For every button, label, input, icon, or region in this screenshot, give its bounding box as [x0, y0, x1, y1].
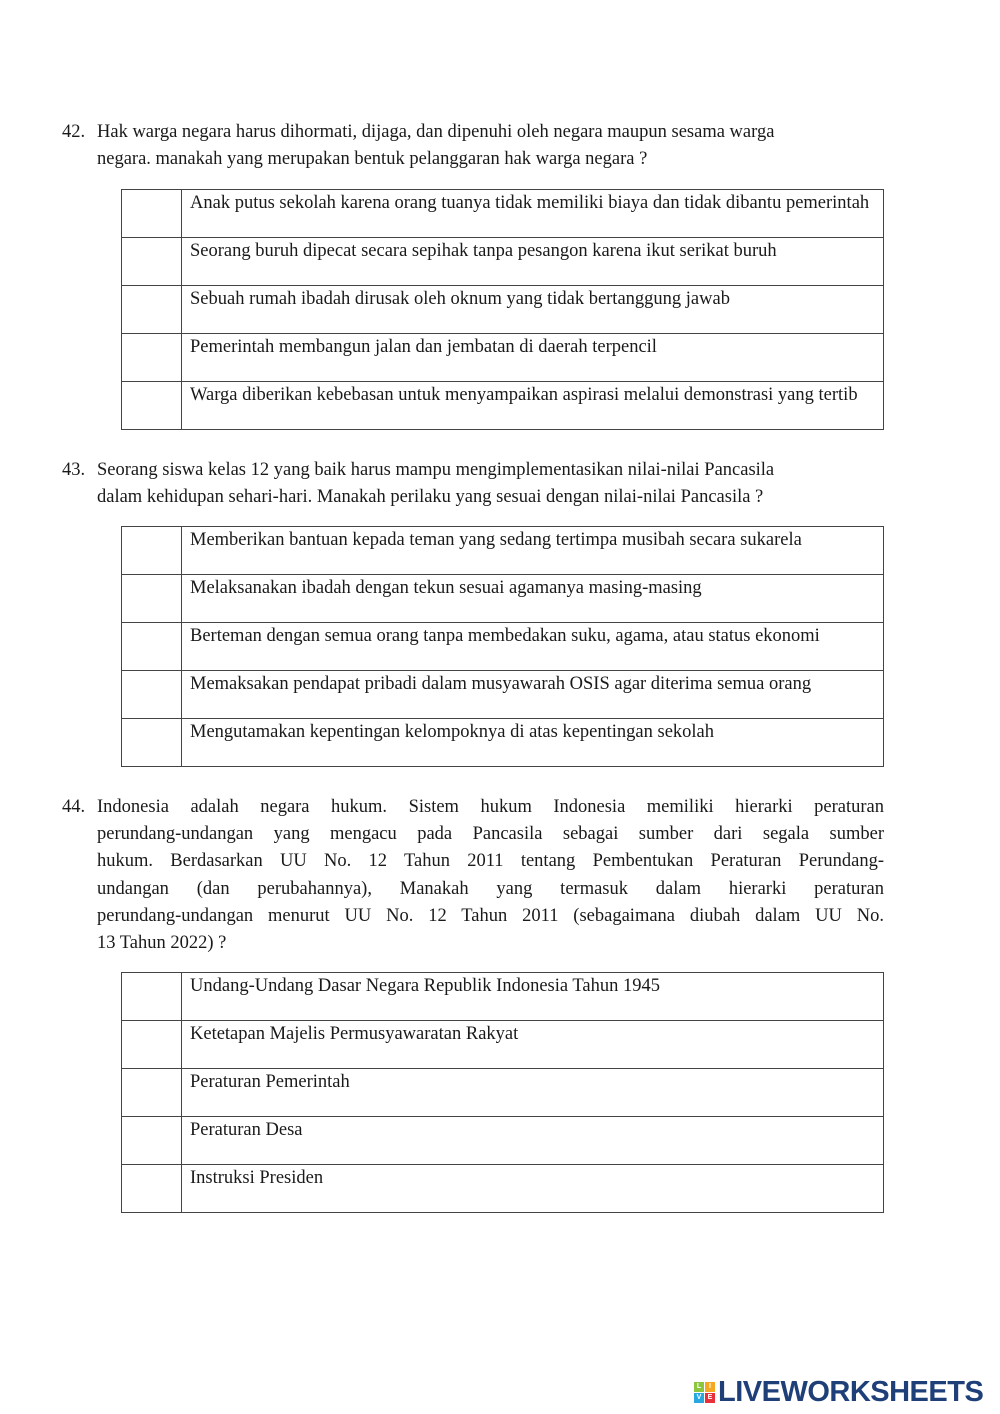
option-text: Pemerintah membangun jalan dan jembatan di daerah terpencil [182, 334, 884, 382]
option-text: Memberikan bantuan kepada teman yang sedang tertimpa musibah secara sukarela [182, 527, 884, 575]
question-text-line: perundang-undangan menurut UU No. 12 Tahun 2011 (sebagaimana diubah dalam UU No. [97, 905, 884, 926]
option-text: Berteman dengan semua orang tanpa membedakan suku, agama, atau status ekonomi [182, 623, 884, 671]
question-text-line: 13 Tahun 2022) ? [97, 932, 227, 953]
option-row [122, 1069, 884, 1117]
option-text: Sebuah rumah ibadah dirusak oleh oknum yang tidak bertanggung jawab [182, 286, 884, 334]
options-table-44 [121, 972, 884, 1213]
question-42 [62, 119, 884, 173]
option-row [122, 671, 884, 719]
option-row [122, 190, 884, 238]
question-text-line: Indonesia adalah negara hukum. Sistem hukum Indonesia memiliki hierarki peraturan [97, 797, 884, 817]
options-table-42 [121, 189, 884, 430]
answer-checkbox[interactable] [122, 1165, 182, 1213]
question-text-line: Seorang siswa kelas 12 yang baik harus mampu mengimplementasikan nilai-nilai Pancasila [97, 460, 775, 480]
answer-checkbox[interactable] [122, 1117, 182, 1165]
option-text: Memaksakan pendapat pribadi dalam musyawarah OSIS agar diterima semua orang [182, 671, 884, 719]
option-row [122, 1021, 884, 1069]
answer-checkbox[interactable] [122, 382, 182, 430]
option-text: Anak putus sekolah karena orang tuanya tidak memiliki biaya dan tidak dibantu pemerintah [182, 190, 884, 238]
answer-checkbox[interactable] [122, 719, 182, 767]
answer-checkbox[interactable] [122, 238, 182, 286]
question-number: 42. [62, 122, 86, 142]
option-row [122, 286, 884, 334]
answer-checkbox[interactable] [122, 1021, 182, 1069]
answer-checkbox[interactable] [122, 575, 182, 623]
question-text-line: perundang-undangan yang mengacu pada Pancasila sebagai sumber dari segala sumber [97, 824, 884, 845]
option-text: Peraturan Desa [182, 1117, 884, 1165]
option-text: Undang-Undang Dasar Negara Republik Indonesia Tahun 1945 [182, 973, 884, 1021]
question-44 [62, 794, 884, 957]
question-43 [62, 457, 884, 511]
question-text-line: hukum. Berdasarkan UU No. 12 Tahun 2011 tentang Pembentukan Peraturan Perundang- [97, 851, 884, 872]
question-text-line: Hak warga negara harus dihormati, dijaga, dan dipenuhi oleh negara maupun sesama warga [97, 122, 775, 142]
options-table-43 [121, 526, 884, 767]
logo-tiles-icon: L I V E [694, 1382, 715, 1403]
option-row [122, 623, 884, 671]
option-row [122, 238, 884, 286]
logo-text: LIVEWORKSHEETS [718, 1376, 984, 1408]
question-text-line: negara. manakah yang merupakan bentuk pelanggaran hak warga negara ? [97, 149, 648, 170]
answer-checkbox[interactable] [122, 671, 182, 719]
option-row [122, 973, 884, 1021]
option-row [122, 719, 884, 767]
question-number: 43. [62, 460, 86, 480]
answer-checkbox[interactable] [122, 973, 182, 1021]
option-text: Ketetapan Majelis Permusyawaratan Rakyat [182, 1021, 884, 1069]
answer-checkbox[interactable] [122, 1069, 182, 1117]
answer-checkbox[interactable] [122, 286, 182, 334]
option-row [122, 334, 884, 382]
option-text: Peraturan Pemerintah [182, 1069, 884, 1117]
answer-checkbox[interactable] [122, 334, 182, 382]
option-row [122, 575, 884, 623]
option-text: Warga diberikan kebebasan untuk menyampaikan aspirasi melalui demonstrasi yang tertib [182, 382, 884, 430]
option-row [122, 1117, 884, 1165]
liveworksheets-logo [694, 1376, 983, 1409]
option-text: Seorang buruh dipecat secara sepihak tanpa pesangon karena ikut serikat buruh [182, 238, 884, 286]
question-number: 44. [62, 797, 86, 817]
option-row [122, 527, 884, 575]
option-text: Instruksi Presiden [182, 1165, 884, 1213]
answer-checkbox[interactable] [122, 190, 182, 238]
option-row [122, 1165, 884, 1213]
question-text-line: undangan (dan perubahannya), Manakah yang termasuk dalam hierarki peraturan [97, 878, 884, 899]
option-text: Melaksanakan ibadah dengan tekun sesuai agamanya masing-masing [182, 575, 884, 623]
option-row [122, 382, 884, 430]
option-text: Mengutamakan kepentingan kelompoknya di atas kepentingan sekolah [182, 719, 884, 767]
answer-checkbox[interactable] [122, 527, 182, 575]
question-text-line: dalam kehidupan sehari-hari. Manakah perilaku yang sesuai dengan nilai-nilai Pancasila ? [97, 487, 764, 508]
answer-checkbox[interactable] [122, 623, 182, 671]
